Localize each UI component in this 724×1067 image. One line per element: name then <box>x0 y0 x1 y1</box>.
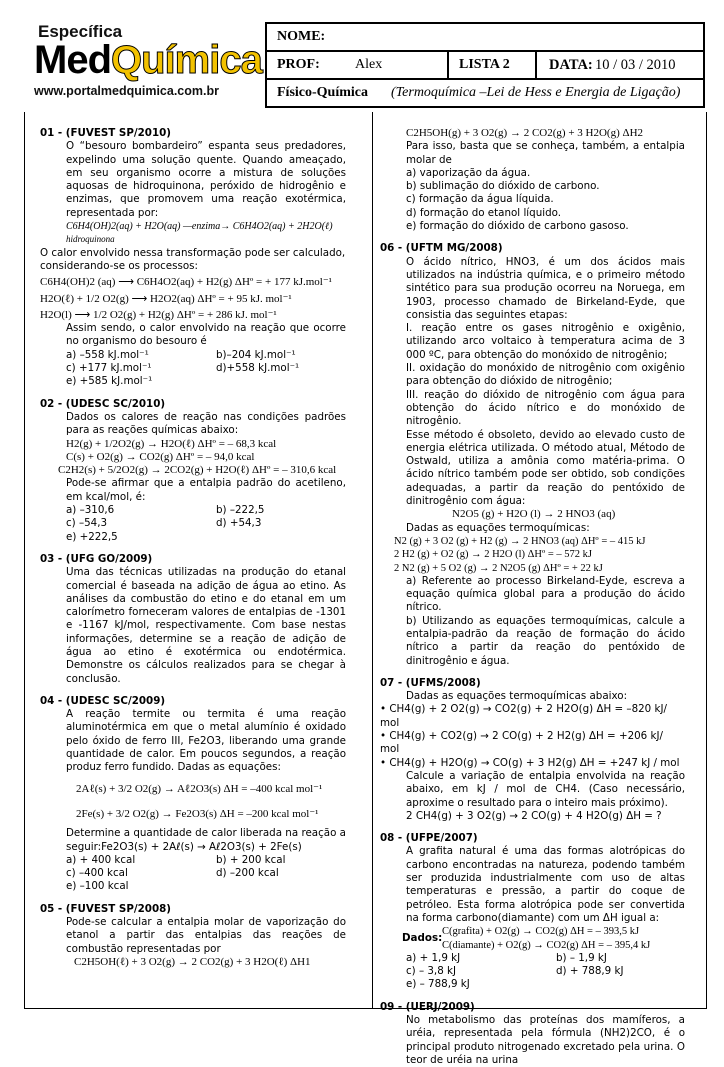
header-divider <box>447 52 449 78</box>
question-text: Pode-se afirmar que a entalpia padrão do acetileno, em kcal/mol, é: <box>66 477 346 503</box>
question-text: Pode-se calcular a entalpia molar de vaporização do etanol a partir das entalpias das reações de combustão representadas por <box>66 916 346 955</box>
equation: 2Aℓ(s) + 3/2 O2(g) → Aℓ2O3(s) ΔH = –400 kcal mol⁻¹ <box>76 782 323 795</box>
answer-option[interactable]: e) +222,5 <box>66 530 118 543</box>
question-text: Calcule a variação de entalpia envolvida na reação abaixo, em kJ / mol de CH4. (Caso necessário, aproxime o resultado para o inteiro mais próximo). <box>406 769 685 809</box>
left-column <box>40 127 346 969</box>
answer-option[interactable]: a) vaporização da água. <box>406 166 531 179</box>
question-text: O “besouro bombardeiro” espanta seus predadores, expelindo uma solução quente. Quando ameaçado, em seu organismo ocorre a mistura de soluções aquosas de hidroquinona, peróxido de hidrogênio e enzimas, que promovem uma reação exotérmica, representada por: <box>66 140 346 219</box>
header-row-subject <box>267 80 703 106</box>
question-text: A reação termite ou termita é uma reação aluminotérmica em que o metal alumínio é oxidado pelo óxido de ferro III, Fe2O3, liberando uma grande quantidade de calor. Em poucos segundos, a reação produz ferro fundido. Dadas as equações: <box>66 708 346 774</box>
question-step: I. reação entre os gases nitrogênio e oxigênio, utilizando arco voltaico à temperatura acima de 3 000 ºC, para obtenção do monóxido de nitrogênio; <box>406 322 685 361</box>
answer-option[interactable]: c) formação da água líquida. <box>406 193 554 206</box>
answer-option[interactable]: d)+558 kJ.mol⁻¹ <box>216 362 300 375</box>
header-row-prof <box>267 52 703 80</box>
prof-label: PROF: <box>277 57 320 72</box>
equation: 2 N2 (g) + 5 O2 (g) → 2 N2O5 (g) ΔHº = + 22 kJ <box>394 562 603 574</box>
medquimica-logo <box>20 22 260 104</box>
question-title: 09 - (UERJ/2009) <box>380 1000 475 1013</box>
equation: C(s) + O2(g) → CO2(g) ΔHº = – 94,0 kcal <box>66 450 255 463</box>
question-title: 03 - (UFG GO/2009) <box>40 552 153 565</box>
equation: 2 H2 (g) + O2 (g) → 2 H2O (l) ΔHº = – 572 kJ <box>394 549 592 561</box>
answer-option[interactable]: c) –54,3 <box>66 517 108 530</box>
equation: N2O5 (g) + H2O (l) → 2 HNO3 (aq) <box>452 508 616 521</box>
answer-option[interactable]: c) –400 kcal <box>66 867 128 880</box>
answer-options <box>380 952 685 992</box>
answer-option[interactable]: b) + 200 kcal <box>216 853 286 866</box>
logo-brand-quimica: Química <box>111 38 262 82</box>
data-value: 10 / 03 / 2010 <box>595 57 676 73</box>
equation: N2 (g) + 3 O2 (g) + H2 (g) → 2 HNO3 (aq) ΔHº = – 415 kJ <box>394 535 646 547</box>
equation: H2O(ℓ) + 1/2 O2(g) ⟶ H2O2(aq) ΔHº = + 95 kJ. mol⁻¹ <box>40 292 292 305</box>
question-text: Para isso, basta que se conheça, também, a entalpia molar de <box>406 140 685 166</box>
answer-option[interactable]: b)–204 kJ.mol⁻¹ <box>216 348 296 361</box>
equation-note: hidroquinona <box>66 234 115 245</box>
question-text: Uma das técnicas utilizadas na produção do etanal comercial é baseada na adição de água ao etino. As análises da combustão do etino e do etanal em um calorímetro forneceram valores de entalpias de -1301 e -1167 kJ/mol, respectivamente. Com base nestas informações, determine se a reação de adição de água ao etino é exotérmica ou endotérmica. Demonstre os cálculos realizados para se chegar à conclusão. <box>66 566 346 685</box>
answer-options <box>40 504 346 544</box>
question-title: 05 - (FUVEST SP/2008) <box>40 902 171 915</box>
question-text: O calor envolvido nessa transformação pode ser calculado, considerando-se os processos: <box>40 246 346 272</box>
equation: C(grafita) + O2(g) → CO2(g) ΔH = – 393,5 kJ <box>442 926 640 938</box>
question-item: b) Utilizando as equações termoquímicas, calcule a entalpia-padrão da reação de formação do ácido nítrico a partir da reação do pentóxido de dinitrogênio e água. <box>406 614 685 667</box>
dados-block <box>380 925 685 952</box>
answer-option[interactable]: e) formação do dióxido de carbono gasoso. <box>406 220 629 233</box>
equation: • CH4(g) + CO2(g) → 2 CO(g) + 2 H2(g) ΔH = +206 kJ/ mol <box>380 730 663 756</box>
question-text: Dados os calores de reação nas condições padrões para as reações químicas abaixo: <box>66 410 346 437</box>
question-text: Assim sendo, o calor envolvido na reação que ocorre no organismo do besouro é <box>66 322 346 348</box>
header-table <box>265 22 705 108</box>
answer-option[interactable]: d) formação do etanol líquido. <box>406 206 562 219</box>
prof-value: Alex <box>355 57 383 72</box>
equation: H2O(l) ⟶ 1/2 O2(g) + H2(g) ΔHº = + 286 kJ. mol⁻¹ <box>40 308 277 321</box>
subject-label: Físico-Química <box>277 85 368 100</box>
equation: C2H5OH(g) + 3 O2(g) → 2 CO2(g) + 3 H2O(g) ΔH2 <box>406 127 644 139</box>
answer-option[interactable]: e) +585 kJ.mol⁻¹ <box>66 375 153 388</box>
equation: • CH4(g) + H2O(g) → CO(g) + 3 H2(g) ΔH = +247 kJ / mol <box>380 756 680 769</box>
question-title: 01 - (FUVEST SP/2010) <box>40 127 171 139</box>
question-step: III. reação do dióxido de nitrogênio com água para obtenção do ácido nítrico e do monóxido de nitrogênio. <box>406 388 685 428</box>
answer-option[interactable]: a) –558 kJ.mol⁻¹ <box>66 348 149 361</box>
answer-option[interactable]: d) +54,3 <box>216 517 262 530</box>
logo-brand <box>34 38 262 82</box>
question-text: Dadas as equações termoquímicas: <box>406 521 590 534</box>
equation: H2(g) + 1/2O2(g) → H2O(ℓ) ΔHº = – 68,3 kcal <box>66 437 277 450</box>
data-label: DATA: <box>549 57 593 73</box>
logo-brand-med: Med <box>34 38 111 82</box>
answer-option[interactable]: b) sublimação do dióxido de carbono. <box>406 180 600 193</box>
question-title: 06 - (UFTM MG/2008) <box>380 242 503 255</box>
answer-option[interactable]: a) + 1,9 kJ <box>406 951 461 964</box>
answer-option[interactable]: b) – 1,9 kJ <box>556 951 607 964</box>
nome-label: NOME: <box>277 29 326 44</box>
question-text: A grafita natural é uma das formas alotrópicas do carbono encontradas na natureza, podendo também ser produzida industrialmente com uso de altas temperaturas e pressão, a partir do coque de petróleo. Esta forma alotrópica pode ser convertida na forma carbono(diamante) com um ΔH igual a: <box>406 845 685 924</box>
equation: C6H4(OH)2(aq) + H2O(aq) —enzima→ C6H4O2(aq) + 2H2O(ℓ) <box>66 221 333 233</box>
question-text: Dadas as equações termoquímicas abaixo: <box>406 690 628 703</box>
equation: C2H5OH(ℓ) + 3 O2(g) → 2 CO2(g) + 3 H2O(ℓ) ΔH1 <box>74 955 311 968</box>
question-text: O ácido nítrico, HNO3, é um dos ácidos mais utilizados na indústria química, e o primeiro método sintético para sua produção ocorreu na Noruega, em 1903, processo chamado de Birkeland-Eyde, que consistia das seguintes etapas: <box>406 255 685 321</box>
answer-option[interactable]: c) +177 kJ.mol⁻¹ <box>66 362 152 375</box>
logo-url: www.portalmedquimica.com.br <box>34 84 219 98</box>
question-item: a) Referente ao processo Birkeland-Eyde, escreva a equação química global para a produção do ácido nítrico. <box>406 574 685 614</box>
equation: C(diamante) + O2(g) → CO2(g) ΔH = – 395,4 kJ <box>442 939 651 951</box>
lista-label: LISTA 2 <box>459 57 510 72</box>
column-divider <box>372 112 373 1008</box>
question-text: No metabolismo das proteínas dos mamíferos, a uréia, representada pela fórmula (NH2)2CO, é o principal produto nitrogenado excretado pela urina. O teor de uréia na urina <box>406 1014 685 1066</box>
answer-option[interactable]: c) – 3,8 kJ <box>406 965 457 978</box>
answer-option[interactable]: a) –310,6 <box>66 504 115 517</box>
question-title: 04 - (UDESC SC/2009) <box>40 694 166 707</box>
answer-options <box>40 349 346 389</box>
equation: • CH4(g) + 2 O2(g) → CO2(g) + 2 H2O(g) ΔH = –820 kJ/ mol <box>380 703 667 729</box>
right-column <box>380 127 685 1067</box>
logo-top-text: Específica <box>38 22 123 41</box>
question-step: II. oxidação do monóxido de nitrogênio com oxigênio para obtenção do dióxido de nitrogênio; <box>406 362 685 388</box>
answer-option[interactable]: a) + 400 kcal <box>66 853 136 866</box>
answer-option[interactable]: b) –222,5 <box>216 504 265 517</box>
answer-options <box>40 854 346 894</box>
equation: 2 CH4(g) + 3 O2(g) → 2 CO(g) + 4 H2O(g) ΔH = ? <box>406 809 662 822</box>
answer-option[interactable]: d) –200 kcal <box>216 867 279 880</box>
question-title: 07 - (UFMS/2008) <box>380 676 481 689</box>
question-text: Esse método é obsoleto, devido ao elevado custo de energia elétrica utilizada. O método atual, Método de Ostwald, utiliza a amônia como matéria-prima. O ácido nítrico também pode ser obtido, sob condições adequadas, a partir da reação do pentóxido de dinitrogênio com água: <box>406 428 685 508</box>
equation: C6H4(OH)2 (aq) ⟶ C6H4O2(aq) + H2(g) ΔHº = + 177 kJ.mol⁻¹ <box>40 276 332 289</box>
header-row-name <box>267 24 703 52</box>
answer-option[interactable]: e) – 788,9 kJ <box>406 978 470 991</box>
question-text: Determine a quantidade de calor liberada na reação a seguir:Fe2O3(s) + 2Aℓ(s) → Aℓ2O3(s) + 2Fe(s) <box>66 827 346 853</box>
equation: C2H2(s) + 5/2O2(g) → 2CO2(g) + H2O(ℓ) ΔHº = – 310,6 kcal <box>58 464 337 477</box>
question-title: 02 - (UDESC SC/2010) <box>40 397 166 410</box>
question-title: 08 - (UFPE/2007) <box>380 832 478 845</box>
answer-options <box>380 167 685 233</box>
equation: 2Fe(s) + 3/2 O2(g) → Fe2O3(s) ΔH = –200 kcal mol⁻¹ <box>76 807 319 820</box>
dados-label: Dados: <box>402 931 443 944</box>
answer-option[interactable]: d) + 788,9 kJ <box>556 965 624 978</box>
topic-label: (Termoquímica –Lei de Hess e Energia de Ligação) <box>391 85 681 100</box>
answer-option[interactable]: e) –100 kcal <box>66 880 129 893</box>
header-divider <box>535 52 537 78</box>
